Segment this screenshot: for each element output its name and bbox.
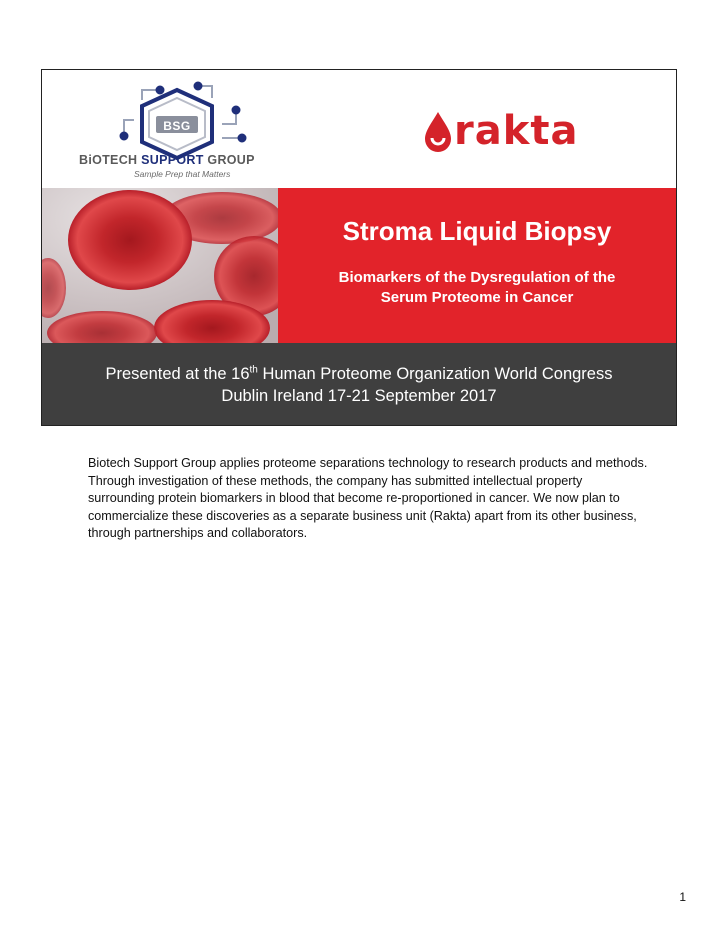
slide-banner [42,188,676,343]
presented-text [42,363,676,407]
red-blood-cells-image [42,188,278,343]
speaker-notes: Biotech Support Group applies proteome separations technology to research products and methods. Through investigation of these methods, the company has submitted intellectual property surrounding protein biomarkers in blood that become re-proportioned in cancer. We now plan to commercialize these discoveries as a separate business unit (Rakta) apart from its other business, through partnerships and collaborators. [88,456,648,541]
presentation-footer [42,343,676,426]
slide [41,69,677,426]
subtitle-line-1: Biomarkers of the Dysregulation of the [338,269,616,286]
subtitle-line-2: Serum Proteome in Cancer [380,289,574,306]
rakta-wordmark: rakta [454,108,579,154]
slide-header [42,70,676,188]
company-accent: SUPPORT [141,153,204,167]
presented-line-2: Dublin Ireland 17-21 September 2017 [221,387,497,405]
presented-prefix: Presented at the 16 [105,365,250,383]
presented-suffix: Human Proteome Organization World Congress [257,365,613,383]
bsg-badge-text: BSG [163,119,191,133]
presented-line-1 [42,363,676,385]
ordinal-suffix: th [249,364,258,376]
bsg-tagline: Sample Prep that Matters [134,169,231,179]
company-suffix: GROUP [203,153,255,167]
slide-title: Stroma Liquid Biopsy [342,216,612,246]
page-number: 1 [679,890,686,904]
title-panel [278,188,676,343]
blood-drop-icon [422,110,454,154]
bsg-company-name [79,153,255,167]
slide-subtitle [278,268,676,308]
company-prefix: BiOTECH [79,153,142,167]
